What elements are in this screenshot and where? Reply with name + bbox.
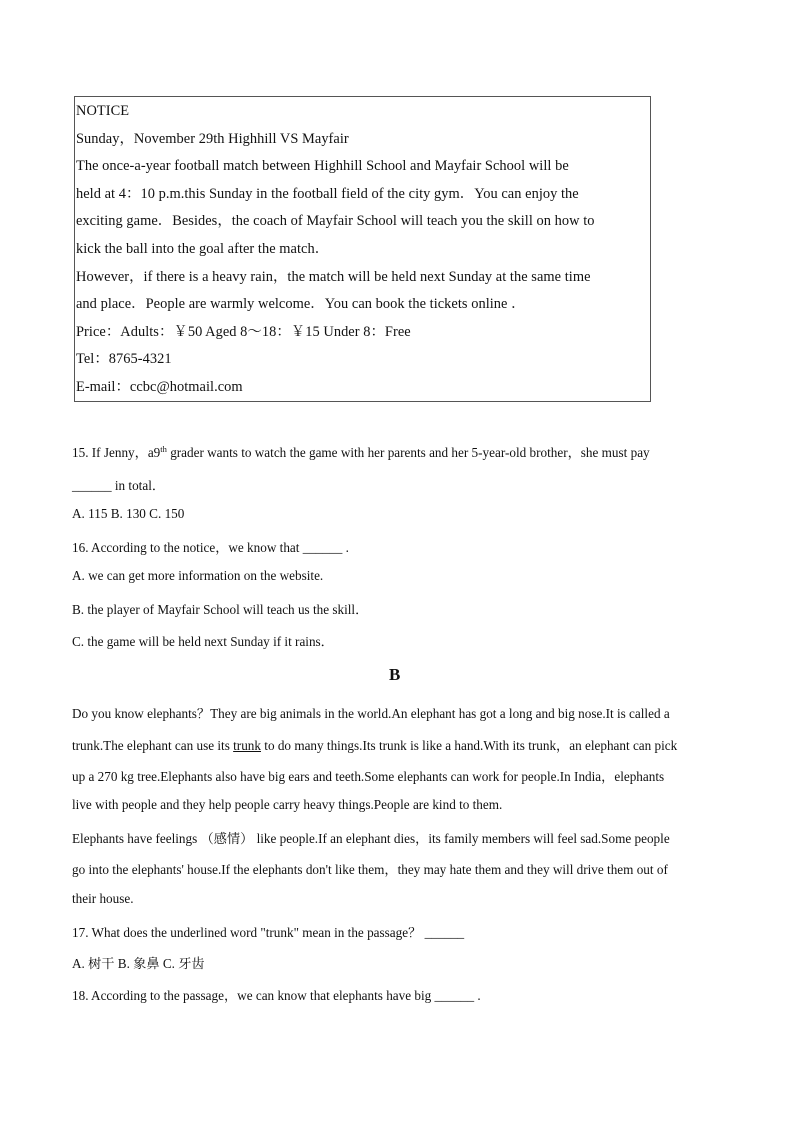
notice-title: NOTICE [76, 103, 130, 119]
question-15-blank-line: ______ in total． [72, 478, 166, 493]
notice-line: Sunday，November 29th Highhill VS Mayfair [76, 130, 349, 147]
passage-line: their house. [72, 891, 134, 906]
question-17-options: A. 树干 B. 象鼻 C. 牙齿 [72, 956, 205, 971]
question-18-stem: 18. According to the passage，we can know that elephants have big ______ . [72, 988, 481, 1003]
notice-line: kick the ball into the goal after the match． [76, 240, 330, 257]
question-15-options: A. 115 B. 130 C. 150 [72, 506, 185, 521]
notice-email: E-mail：ccbc@hotmail.com [76, 378, 243, 395]
notice-line: exciting game．Besides，the coach of Mayfair School will teach you the skill on how to [76, 213, 595, 230]
ordinal-suffix: th [160, 444, 167, 454]
notice-line: However，if there is a heavy rain，the match will be held next Sunday at the same time [76, 268, 591, 285]
question-16-option-b: B. the player of Mayfair School will teach us the skill． [72, 602, 369, 617]
question-15-stem: 15. If Jenny，a9th grader wants to watch the game with her parents and her 5-year-old brother，she must pay [72, 444, 650, 460]
notice-line: The once-a-year football match between Highhill School and Mayfair School will be [76, 158, 569, 175]
passage-line: Do you know elephants？They are big animals in the world.An elephant has got a long and big nose.It is called a [72, 706, 670, 721]
notice-line: held at 4：10 p.m.this Sunday in the football field of the city gym．You can enjoy the [76, 185, 579, 202]
notice-price: Price：Adults：￥50 Aged 8～18：￥15 Under 8：Free [76, 323, 411, 340]
question-16-option-c: C. the game will be held next Sunday if it rains． [72, 634, 334, 649]
underlined-word-trunk: trunk [233, 738, 261, 753]
question-17-stem: 17. What does the underlined word "trunk" mean in the passage？ ______ [72, 925, 465, 940]
passage-line: trunk.The elephant can use its trunk to do many things.Its trunk is like a hand.With its trunk，an elephant can pick [72, 738, 678, 753]
notice-box [74, 96, 651, 402]
passage-line: go into the elephants' house.If the elephants don't like them，they may hate them and they will drive them out of [72, 862, 668, 877]
passage-line: Elephants have feelings （感情） like people.If an elephant dies，its family members will feel sad.Some people [72, 831, 670, 846]
notice-tel: Tel：8765-4321 [76, 351, 172, 368]
passage-line: live with people and they help people carry heavy things.People are kind to them. [72, 797, 503, 812]
notice-line: and place．People are warmly welcome．You can book the tickets online ． [76, 296, 526, 313]
question-16-option-a: A. we can get more information on the website. [72, 568, 324, 583]
passage-line: up a 270 kg tree.Elephants also have big ears and teeth.Some elephants can work for people.In India，elephants [72, 769, 665, 784]
question-16-stem: 16. According to the notice，we know that ______ . [72, 540, 349, 555]
section-b-heading: B [389, 665, 401, 684]
